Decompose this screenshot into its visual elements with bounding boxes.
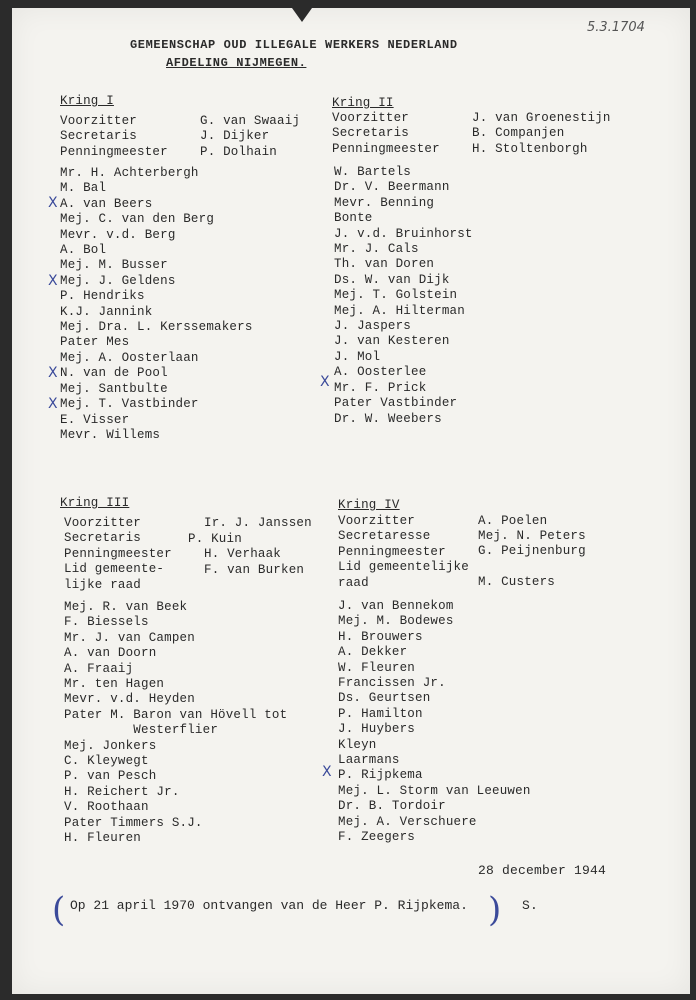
role: Penningmeester	[64, 546, 172, 561]
role: Secretaris	[60, 129, 138, 144]
member-name: P. Hendriks	[60, 289, 145, 304]
member-name: A. Bol	[60, 243, 107, 258]
kring3-title: Kring III	[60, 496, 130, 510]
role: Lid gemeentelijke	[338, 560, 469, 575]
member-name: J. Jaspers	[334, 319, 412, 334]
member-name: H. Brouwers	[338, 629, 423, 644]
member-name: F. Biessels	[64, 615, 149, 630]
member-name: N. van de Pool	[60, 366, 168, 381]
document-date: 28 december 1944	[478, 863, 607, 878]
member-name: Mevr. Willems	[60, 427, 161, 442]
member-name: Mevr. Benning	[334, 195, 435, 210]
member-name: Dr. W. Weebers	[334, 411, 442, 426]
member-name: Ds. W. van Dijk	[334, 272, 450, 287]
member-name: M. Bal	[60, 181, 107, 196]
member-name: Mej. T. Vastbinder	[60, 397, 199, 412]
officer: Mej. N. Peters	[478, 529, 586, 543]
role: Penningmeester	[60, 144, 168, 159]
member-name: Mevr. v.d. Berg	[60, 227, 176, 242]
member-name: Mevr. v.d. Heyden	[64, 692, 195, 707]
officer: Ir. J. Janssen	[204, 516, 312, 530]
member-name: Mej. Santbulte	[60, 381, 168, 396]
member-name: Mej. Jonkers	[64, 738, 157, 753]
member-name: Bonte	[334, 211, 373, 226]
role: Voorzitter	[64, 516, 142, 530]
member-name: J. v.d. Bruinhorst	[334, 226, 473, 241]
member-name: Dr. V. Beermann	[334, 180, 450, 195]
x-mark: X	[48, 365, 58, 381]
member-name: J. van Kesteren	[334, 334, 450, 349]
handwritten-paren-left: (	[52, 890, 66, 930]
member-name: A. Dekker	[338, 645, 408, 660]
role: Secretaris	[332, 126, 410, 141]
member-name: Mr. J. van Campen	[64, 630, 195, 645]
x-mark: X	[48, 273, 58, 289]
officer: A. Poelen	[478, 514, 548, 528]
member-name: J. Mol	[334, 349, 381, 364]
member-name: Westerflier	[64, 723, 219, 738]
member-name: K.J. Jannink	[60, 304, 153, 319]
member-name: P. van Pesch	[64, 769, 157, 784]
member-name: Laarmans	[338, 753, 400, 768]
member-name: Mej. C. van den Berg	[60, 212, 215, 227]
officer: J. van Groenestijn	[472, 111, 611, 125]
officer: H. Verhaak	[204, 547, 282, 561]
member-name: Pater M. Baron van Hövell tot	[64, 707, 288, 722]
officer: P. Kuin	[188, 532, 242, 546]
member-name: W. Bartels	[334, 165, 412, 179]
officer: M. Custers	[478, 575, 556, 589]
member-name: Mej. A. Oosterlaan	[60, 350, 199, 365]
role: raad	[338, 575, 369, 590]
role: Penningmeester	[338, 544, 446, 559]
kring2-title: Kring II	[332, 96, 394, 110]
officer: J. Dijker	[200, 129, 270, 144]
member-name: A. Fraaij	[64, 661, 134, 676]
role: Lid gemeente-	[64, 562, 165, 577]
member-name: P. Rijpkema	[338, 768, 423, 783]
member-name: Th. van Doren	[334, 257, 435, 272]
kring4-title: Kring IV	[338, 498, 400, 512]
kring1-officers	[200, 114, 300, 160]
member-name: Mej. A. Hilterman	[334, 303, 465, 318]
role: Voorzitter	[338, 514, 416, 528]
kring3-members	[64, 600, 287, 847]
kring4-roles	[338, 514, 469, 591]
role: Secretaresse	[338, 529, 431, 544]
member-name: Mej. R. van Beek	[64, 600, 188, 614]
initial: S.	[522, 898, 539, 913]
officer: G. van Swaaij	[200, 114, 301, 128]
member-name: Kleyn	[338, 737, 377, 752]
role: lijke raad	[64, 577, 142, 592]
member-name: E. Visser	[60, 412, 130, 427]
role: Voorzitter	[60, 114, 138, 128]
org-title: GEMEENSCHAP OUD ILLEGALE WERKERS NEDERLAND	[130, 38, 458, 52]
officer: P. Dolhain	[200, 144, 278, 159]
officer: G. Peijnenburg	[478, 544, 586, 558]
member-name: P. Hamilton	[338, 706, 423, 721]
member-name: A. van Beers	[60, 196, 153, 211]
member-name: W. Fleuren	[338, 660, 416, 675]
officer: B. Companjen	[472, 126, 565, 141]
punch-notch	[292, 8, 312, 22]
member-name: A. van Doorn	[64, 646, 157, 661]
officer: F. van Burken	[204, 563, 305, 577]
member-name: Mej. M. Bodewes	[338, 614, 454, 629]
kring2-officers	[472, 111, 611, 157]
member-name: H. Fleuren	[64, 831, 142, 846]
x-mark: X	[48, 195, 58, 211]
role: Penningmeester	[332, 141, 440, 156]
member-name: Mej. M. Busser	[60, 258, 168, 273]
kring1-members	[60, 166, 253, 443]
member-name: Mr. H. Achterbergh	[60, 166, 199, 180]
archive-number: 5.3.1704	[587, 20, 645, 35]
member-name: Pater Vastbinder	[334, 396, 458, 411]
member-name: Mr. ten Hagen	[64, 677, 165, 692]
dept-title: AFDELING NIJMEGEN.	[166, 56, 307, 70]
role: Secretaris	[64, 531, 142, 546]
kring2-members	[334, 165, 473, 427]
member-name: Dr. B. Tordoir	[338, 799, 446, 814]
member-name: Mr. J. Cals	[334, 242, 419, 257]
x-mark: X	[322, 764, 332, 780]
member-name: Mej. A. Verschuere	[338, 814, 477, 829]
x-mark: X	[320, 374, 330, 390]
member-name: J. van Bennekom	[338, 599, 454, 613]
member-name: Ds. Geurtsen	[338, 691, 431, 706]
member-name: Mej. T. Golstein	[334, 288, 458, 303]
member-name: C. Kleywegt	[64, 754, 149, 769]
member-name: Francissen Jr.	[338, 676, 446, 691]
member-name: Mej. Dra. L. Kerssemakers	[60, 320, 253, 335]
member-name: F. Zeegers	[338, 830, 416, 845]
member-name: J. Huybers	[338, 722, 416, 737]
kring1-roles	[60, 114, 168, 160]
member-name: H. Reichert Jr.	[64, 784, 180, 799]
member-name: Pater Timmers S.J.	[64, 815, 203, 830]
document-page	[12, 8, 690, 994]
member-name: A. Oosterlee	[334, 365, 427, 380]
member-name: V. Roothaan	[64, 800, 149, 815]
kring2-roles	[332, 111, 440, 157]
role: Voorzitter	[332, 111, 410, 125]
x-mark: X	[48, 396, 58, 412]
receipt-note: Op 21 april 1970 ontvangen van de Heer P. Rijpkema.	[70, 898, 468, 913]
kring4-members	[338, 599, 531, 846]
member-name: Mr. F. Prick	[334, 380, 427, 395]
kring3-roles	[64, 516, 172, 593]
officer: H. Stoltenborgh	[472, 141, 588, 156]
member-name: Pater Mes	[60, 335, 130, 350]
kring1-title: Kring I	[60, 94, 114, 108]
member-name: Mej. L. Storm van Leeuwen	[338, 783, 531, 798]
member-name: Mej. J. Geldens	[60, 273, 176, 288]
handwritten-paren-right: )	[488, 890, 502, 930]
